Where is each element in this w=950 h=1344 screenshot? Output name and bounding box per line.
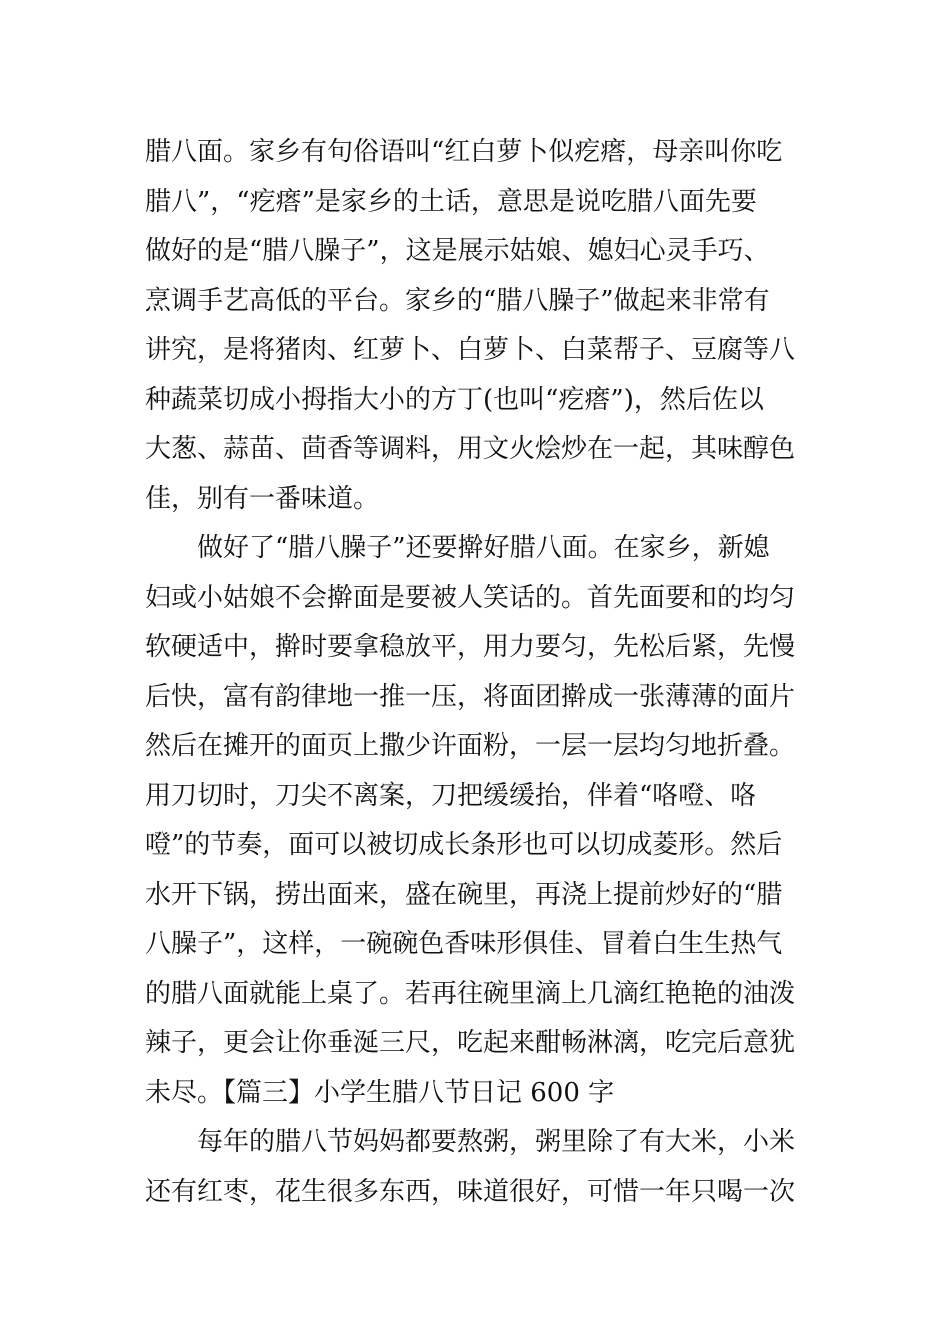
text-line: 水开下锅，捞出面来，盛在碗里，再浇上提前炒好的“腊 bbox=[145, 879, 783, 910]
text-line: 做好的是“腊八臊子”，这是展示姑娘、媳妇心灵手巧、 bbox=[145, 236, 770, 266]
paragraph-start-line: 每年的腊八节妈妈都要熬粥，粥里除了有大米，小米 bbox=[197, 1127, 796, 1157]
text-line: 然后在摊开的面页上撒少许面粉，一层一层均匀地折叠。 bbox=[145, 731, 796, 761]
text-line: 腊八面。家乡有句俗语叫“红白萝卜似疙瘩，母亲叫你吃 bbox=[145, 137, 783, 167]
paragraph-start-line: 做好了“腊八臊子”还要擀好腊八面。在家乡，新媳 bbox=[197, 533, 770, 563]
text-line: 讲究，是将猪肉、红萝卜、白萝卜、白菜帮子、豆腐等八 bbox=[145, 335, 796, 365]
body-text bbox=[145, 128, 815, 1217]
text-line: 种蔬菜切成小拇指大小的方丁(也叫“疙瘩”)，然后佐以 bbox=[145, 384, 764, 415]
text-line: 大葱、蒜苗、茴香等调料，用文火烩炒在一起，其味醇色 bbox=[145, 434, 796, 464]
text-line: 用刀切时，刀尖不离案，刀把缓缓抬，伴着“咯噔、咯 bbox=[145, 780, 757, 811]
text-line: 烹调手艺高低的平台。家乡的“腊八臊子”做起来非常有 bbox=[145, 285, 770, 316]
text-line: 软硬适中，擀时要拿稳放平，用力要匀，先松后紧，先慢 bbox=[145, 632, 796, 662]
text-line: 后快，富有韵律地一推一压，将面团擀成一张薄薄的面片 bbox=[145, 681, 796, 712]
section-heading-line: 未尽。【篇三】小学生腊八节日记 600 字 bbox=[145, 1077, 615, 1108]
text-line: 辣子，更会让你垂涎三尺，吃起来酣畅淋漓，吃完后意犹 bbox=[145, 1028, 796, 1058]
text-line: 噔”的节奏，面可以被切成长条形也可以切成菱形。然后 bbox=[145, 830, 783, 860]
text-line: 的腊八面就能上桌了。若再往碗里滴上几滴红艳艳的油泼 bbox=[145, 978, 796, 1009]
text-line: 八臊子”，这样，一碗碗色香味形俱佳、冒着白生生热气 bbox=[145, 929, 783, 959]
text-line: 佳，别有一番味道。 bbox=[145, 483, 380, 514]
text-line: 腊八”，“疙瘩”是家乡的土话，意思是说吃腊八面先要 bbox=[145, 186, 757, 217]
text-line: 还有红枣，花生很多东西，味道很好，可惜一年只喝一次 bbox=[145, 1176, 796, 1207]
text-line: 妇或小姑娘不会擀面是要被人笑话的。首先面要和的均匀 bbox=[145, 582, 796, 613]
